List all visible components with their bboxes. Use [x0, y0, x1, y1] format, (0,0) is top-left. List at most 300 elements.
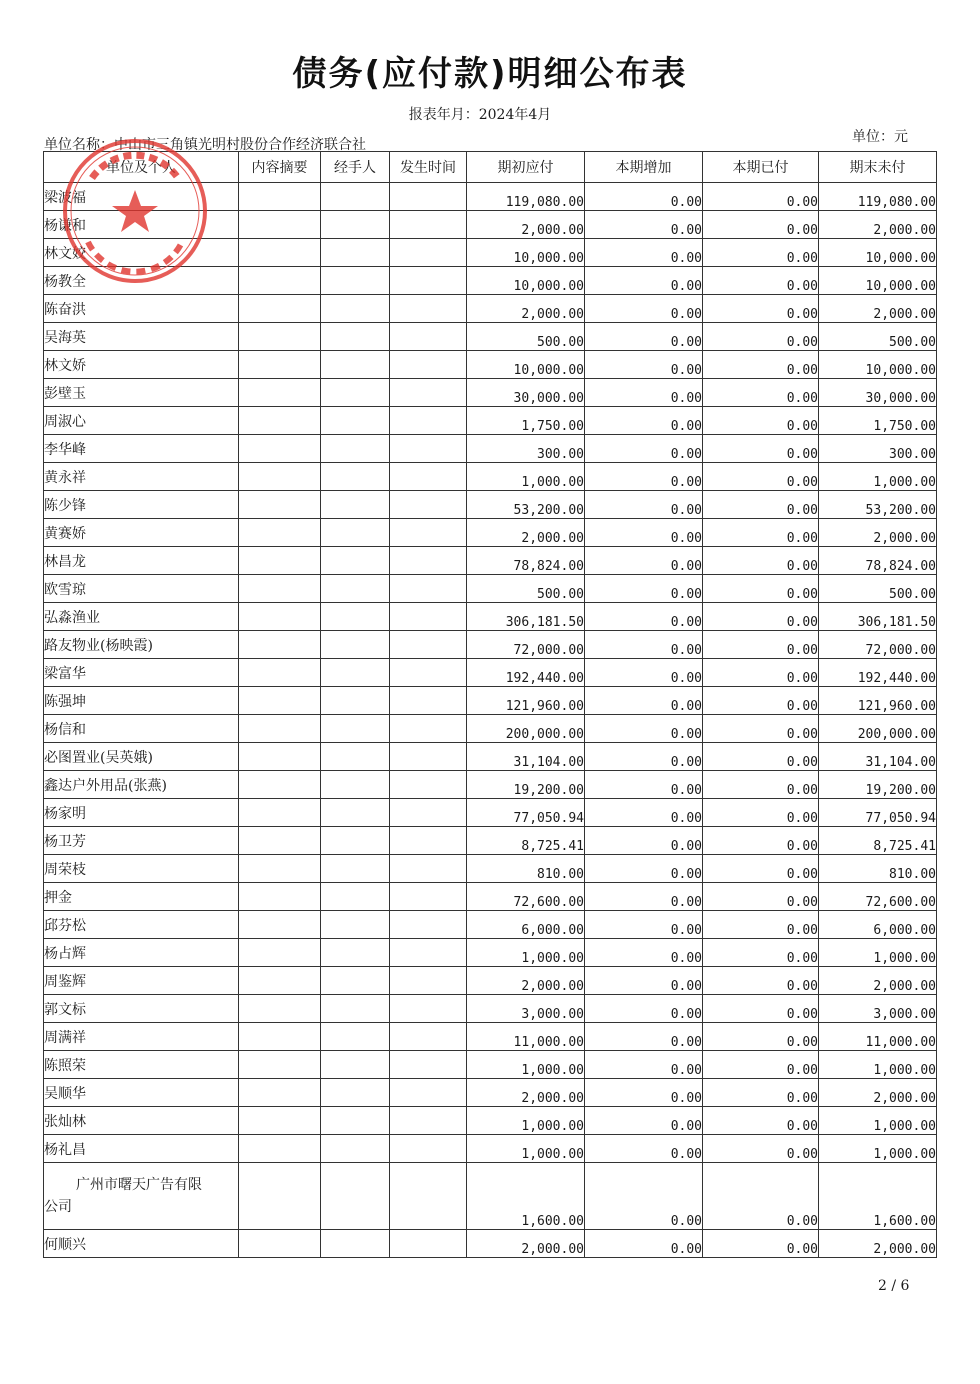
party-name: 押金: [44, 883, 239, 911]
summary-cell: [239, 183, 321, 211]
closing-cell: 3,000.00: [819, 995, 937, 1023]
report-period: 报表年月：2024年4月: [408, 107, 552, 123]
increase-cell: 0.00: [585, 659, 703, 687]
party-name: 陈照荣: [44, 1051, 239, 1079]
table-row: [44, 687, 937, 715]
summary-cell: [239, 687, 321, 715]
party-name: 杨教全: [44, 267, 239, 295]
summary-cell: [239, 715, 321, 743]
table-row: [44, 855, 937, 883]
table-row: [44, 211, 937, 239]
party-name: 林文娇: [44, 351, 239, 379]
paid-cell: 0.00: [703, 491, 819, 519]
date-cell: [390, 995, 467, 1023]
closing-cell: 2,000.00: [819, 295, 937, 323]
date-cell: [390, 855, 467, 883]
increase-cell: 0.00: [585, 407, 703, 435]
closing-cell: 119,080.00: [819, 183, 937, 211]
increase-cell: 0.00: [585, 827, 703, 855]
opening-cell: 11,000.00: [467, 1023, 585, 1051]
summary-cell: [239, 491, 321, 519]
opening-cell: 500.00: [467, 575, 585, 603]
handler-cell: [321, 883, 390, 911]
party-name-line2: 公司: [44, 1199, 72, 1215]
closing-cell: 2,000.00: [819, 1079, 937, 1107]
date-cell: [390, 827, 467, 855]
handler-cell: [321, 239, 390, 267]
party-name: 杨谦和: [44, 211, 239, 239]
paid-cell: 0.00: [703, 631, 819, 659]
increase-cell: 0.00: [585, 995, 703, 1023]
party-name: 黄永祥: [44, 463, 239, 491]
date-cell: [390, 351, 467, 379]
table-row: [44, 1107, 937, 1135]
paid-cell: 0.00: [703, 603, 819, 631]
handler-cell: [321, 1135, 390, 1163]
paid-cell: 0.00: [703, 547, 819, 575]
date-cell: [390, 463, 467, 491]
closing-cell: 2,000.00: [819, 519, 937, 547]
summary-cell: [239, 967, 321, 995]
party-name: 周淑心: [44, 407, 239, 435]
handler-cell: [321, 407, 390, 435]
party-name: 周鉴辉: [44, 967, 239, 995]
party-name: 杨家明: [44, 799, 239, 827]
table-row: [44, 1023, 937, 1051]
table-row: [44, 323, 937, 351]
paid-cell: 0.00: [703, 799, 819, 827]
page-title: 债务(应付款)明细公布表: [292, 54, 688, 94]
opening-cell: 1,750.00: [467, 407, 585, 435]
table-row: [44, 799, 937, 827]
increase-cell: 0.00: [585, 1023, 703, 1051]
summary-cell: [239, 743, 321, 771]
header-handler: 经手人: [321, 152, 390, 183]
table-row: [44, 995, 937, 1023]
table-row: [44, 743, 937, 771]
paid-cell: 0.00: [703, 1163, 819, 1230]
paid-cell: 0.00: [703, 883, 819, 911]
date-cell: [390, 1107, 467, 1135]
increase-cell: 0.00: [585, 1163, 703, 1230]
party-name: 周荣枝: [44, 855, 239, 883]
date-cell: [390, 435, 467, 463]
date-cell: [390, 883, 467, 911]
table-row: [44, 715, 937, 743]
opening-cell: 10,000.00: [467, 351, 585, 379]
summary-cell: [239, 211, 321, 239]
paid-cell: 0.00: [703, 239, 819, 267]
party-name: 何顺兴: [44, 1230, 239, 1258]
summary-cell: [239, 771, 321, 799]
date-cell: [390, 687, 467, 715]
handler-cell: [321, 827, 390, 855]
date-cell: [390, 379, 467, 407]
summary-cell: [239, 603, 321, 631]
opening-cell: 1,000.00: [467, 1135, 585, 1163]
opening-cell: 19,200.00: [467, 771, 585, 799]
unit-name-value: 中山市三角镇光明村股份合作经济联合社: [114, 137, 366, 153]
date-cell: [390, 1079, 467, 1107]
paid-cell: 0.00: [703, 351, 819, 379]
paid-cell: 0.00: [703, 939, 819, 967]
increase-cell: 0.00: [585, 379, 703, 407]
opening-cell: 121,960.00: [467, 687, 585, 715]
paid-cell: 0.00: [703, 1023, 819, 1051]
increase-cell: 0.00: [585, 883, 703, 911]
party-name: 周满祥: [44, 1023, 239, 1051]
table-row: [44, 1163, 937, 1230]
handler-cell: [321, 631, 390, 659]
handler-cell: [321, 183, 390, 211]
opening-cell: 78,824.00: [467, 547, 585, 575]
summary-cell: [239, 659, 321, 687]
opening-cell: 500.00: [467, 323, 585, 351]
table-row: [44, 1230, 937, 1258]
summary-cell: [239, 855, 321, 883]
table-row: [44, 267, 937, 295]
summary-cell: [239, 575, 321, 603]
table-row: [44, 351, 937, 379]
party-name: 吴海英: [44, 323, 239, 351]
paid-cell: 0.00: [703, 267, 819, 295]
table-row: [44, 911, 937, 939]
paid-cell: 0.00: [703, 1079, 819, 1107]
party-name: 陈奋洪: [44, 295, 239, 323]
handler-cell: [321, 603, 390, 631]
paid-cell: 0.00: [703, 575, 819, 603]
date-cell: [390, 1023, 467, 1051]
handler-cell: [321, 1023, 390, 1051]
increase-cell: 0.00: [585, 911, 703, 939]
table-row: [44, 1135, 937, 1163]
opening-cell: 300.00: [467, 435, 585, 463]
opening-cell: 10,000.00: [467, 267, 585, 295]
increase-cell: 0.00: [585, 855, 703, 883]
paid-cell: 0.00: [703, 687, 819, 715]
handler-cell: [321, 435, 390, 463]
increase-cell: 0.00: [585, 687, 703, 715]
date-cell: [390, 715, 467, 743]
opening-cell: 192,440.00: [467, 659, 585, 687]
summary-cell: [239, 1135, 321, 1163]
party-name: 吴顺华: [44, 1079, 239, 1107]
handler-cell: [321, 995, 390, 1023]
party-name: 陈强坤: [44, 687, 239, 715]
closing-cell: 810.00: [819, 855, 937, 883]
handler-cell: [321, 687, 390, 715]
page-number: 2 / 6: [878, 1278, 910, 1294]
date-cell: [390, 239, 467, 267]
closing-cell: 77,050.94: [819, 799, 937, 827]
opening-cell: 200,000.00: [467, 715, 585, 743]
party-name: 林昌龙: [44, 547, 239, 575]
opening-cell: 2,000.00: [467, 1230, 585, 1258]
table-row: [44, 603, 937, 631]
closing-cell: 2,000.00: [819, 1230, 937, 1258]
table-row: [44, 967, 937, 995]
paid-cell: 0.00: [703, 211, 819, 239]
closing-cell: 31,104.00: [819, 743, 937, 771]
opening-cell: 810.00: [467, 855, 585, 883]
increase-cell: 0.00: [585, 211, 703, 239]
party-name: 李华峰: [44, 435, 239, 463]
closing-cell: 1,750.00: [819, 407, 937, 435]
summary-cell: [239, 519, 321, 547]
party-name: 邱芬松: [44, 911, 239, 939]
increase-cell: 0.00: [585, 519, 703, 547]
paid-cell: 0.00: [703, 463, 819, 491]
opening-cell: 53,200.00: [467, 491, 585, 519]
date-cell: [390, 519, 467, 547]
unit-name-label: 单位名称：: [44, 137, 114, 153]
closing-cell: 1,000.00: [819, 1135, 937, 1163]
closing-cell: 1,000.00: [819, 1107, 937, 1135]
closing-cell: 10,000.00: [819, 267, 937, 295]
table-row: [44, 1051, 937, 1079]
date-cell: [390, 1051, 467, 1079]
opening-cell: 306,181.50: [467, 603, 585, 631]
closing-cell: 30,000.00: [819, 379, 937, 407]
table-row: [44, 575, 937, 603]
increase-cell: 0.00: [585, 239, 703, 267]
summary-cell: [239, 295, 321, 323]
handler-cell: [321, 351, 390, 379]
handler-cell: [321, 799, 390, 827]
table-row: [44, 239, 937, 267]
handler-cell: [321, 1107, 390, 1135]
opening-cell: 1,600.00: [467, 1163, 585, 1230]
handler-cell: [321, 743, 390, 771]
closing-cell: 1,000.00: [819, 1051, 937, 1079]
header-opening: 期初应付: [467, 152, 585, 183]
table-row: [44, 631, 937, 659]
increase-cell: 0.00: [585, 1051, 703, 1079]
paid-cell: 0.00: [703, 855, 819, 883]
party-name: 郭文标: [44, 995, 239, 1023]
paid-cell: 0.00: [703, 1230, 819, 1258]
date-cell: [390, 911, 467, 939]
header-date: 发生时间: [390, 152, 467, 183]
opening-cell: 31,104.00: [467, 743, 585, 771]
closing-cell: 10,000.00: [819, 351, 937, 379]
party-name: 梁富华: [44, 659, 239, 687]
party-name: 弘淼渔业: [44, 603, 239, 631]
summary-cell: [239, 1107, 321, 1135]
opening-cell: 2,000.00: [467, 1079, 585, 1107]
summary-cell: [239, 1163, 321, 1230]
date-cell: [390, 1230, 467, 1258]
increase-cell: 0.00: [585, 1079, 703, 1107]
table-row: [44, 519, 937, 547]
handler-cell: [321, 1230, 390, 1258]
handler-cell: [321, 967, 390, 995]
table-row: [44, 295, 937, 323]
date-cell: [390, 575, 467, 603]
summary-cell: [239, 239, 321, 267]
payables-table: [43, 151, 937, 1258]
table-row: [44, 463, 937, 491]
summary-cell: [239, 631, 321, 659]
handler-cell: [321, 911, 390, 939]
paid-cell: 0.00: [703, 295, 819, 323]
paid-cell: 0.00: [703, 183, 819, 211]
closing-cell: 2,000.00: [819, 211, 937, 239]
increase-cell: 0.00: [585, 547, 703, 575]
date-cell: [390, 295, 467, 323]
closing-cell: 306,181.50: [819, 603, 937, 631]
summary-cell: [239, 435, 321, 463]
date-cell: [390, 939, 467, 967]
paid-cell: 0.00: [703, 995, 819, 1023]
increase-cell: 0.00: [585, 715, 703, 743]
date-cell: [390, 211, 467, 239]
paid-cell: 0.00: [703, 827, 819, 855]
paid-cell: 0.00: [703, 435, 819, 463]
table-row: [44, 379, 937, 407]
summary-cell: [239, 995, 321, 1023]
summary-cell: [239, 1051, 321, 1079]
date-cell: [390, 1135, 467, 1163]
closing-cell: 1,000.00: [819, 939, 937, 967]
summary-cell: [239, 267, 321, 295]
opening-cell: 2,000.00: [467, 295, 585, 323]
party-name: 陈少锋: [44, 491, 239, 519]
summary-cell: [239, 547, 321, 575]
handler-cell: [321, 1079, 390, 1107]
closing-cell: 2,000.00: [819, 967, 937, 995]
opening-cell: 1,000.00: [467, 1051, 585, 1079]
increase-cell: 0.00: [585, 603, 703, 631]
date-cell: [390, 547, 467, 575]
closing-cell: 500.00: [819, 575, 937, 603]
header-closing: 期末未付: [819, 152, 937, 183]
paid-cell: 0.00: [703, 771, 819, 799]
table-row: [44, 183, 937, 211]
increase-cell: 0.00: [585, 967, 703, 995]
increase-cell: 0.00: [585, 183, 703, 211]
opening-cell: 77,050.94: [467, 799, 585, 827]
summary-cell: [239, 323, 321, 351]
handler-cell: [321, 295, 390, 323]
date-cell: [390, 603, 467, 631]
header-increase: 本期增加: [585, 152, 703, 183]
party-name: 杨信和: [44, 715, 239, 743]
party-name: 鑫达户外用品(张燕): [44, 771, 239, 799]
handler-cell: [321, 1163, 390, 1230]
summary-cell: [239, 883, 321, 911]
opening-cell: 2,000.00: [467, 211, 585, 239]
table-row: [44, 659, 937, 687]
increase-cell: 0.00: [585, 1230, 703, 1258]
party-name: 黄赛娇: [44, 519, 239, 547]
increase-cell: 0.00: [585, 939, 703, 967]
paid-cell: 0.00: [703, 1107, 819, 1135]
party-name: [44, 1163, 239, 1230]
closing-cell: 8,725.41: [819, 827, 937, 855]
closing-cell: 1,600.00: [819, 1163, 937, 1230]
party-name: 杨占辉: [44, 939, 239, 967]
header-paid: 本期已付: [703, 152, 819, 183]
increase-cell: 0.00: [585, 295, 703, 323]
paid-cell: 0.00: [703, 323, 819, 351]
party-name: 彭壁玉: [44, 379, 239, 407]
table-row: [44, 435, 937, 463]
closing-cell: 1,000.00: [819, 463, 937, 491]
paid-cell: 0.00: [703, 1135, 819, 1163]
paid-cell: 0.00: [703, 1051, 819, 1079]
opening-cell: 119,080.00: [467, 183, 585, 211]
increase-cell: 0.00: [585, 491, 703, 519]
header-summary: 内容摘要: [239, 152, 321, 183]
opening-cell: 1,000.00: [467, 939, 585, 967]
table-header-row: [44, 152, 937, 183]
summary-cell: [239, 827, 321, 855]
increase-cell: 0.00: [585, 323, 703, 351]
date-cell: [390, 407, 467, 435]
table-row: [44, 407, 937, 435]
handler-cell: [321, 491, 390, 519]
increase-cell: 0.00: [585, 435, 703, 463]
summary-cell: [239, 911, 321, 939]
summary-cell: [239, 1079, 321, 1107]
summary-cell: [239, 1023, 321, 1051]
increase-cell: 0.00: [585, 575, 703, 603]
increase-cell: 0.00: [585, 743, 703, 771]
handler-cell: [321, 463, 390, 491]
closing-cell: 53,200.00: [819, 491, 937, 519]
handler-cell: [321, 547, 390, 575]
date-cell: [390, 771, 467, 799]
paid-cell: 0.00: [703, 407, 819, 435]
closing-cell: 72,600.00: [819, 883, 937, 911]
table-row: [44, 939, 937, 967]
summary-cell: [239, 463, 321, 491]
opening-cell: 10,000.00: [467, 239, 585, 267]
date-cell: [390, 323, 467, 351]
closing-cell: 78,824.00: [819, 547, 937, 575]
currency-unit: 单位：元: [852, 129, 908, 145]
opening-cell: 2,000.00: [467, 967, 585, 995]
date-cell: [390, 743, 467, 771]
party-name: 欧雪琼: [44, 575, 239, 603]
table-row: [44, 771, 937, 799]
date-cell: [390, 183, 467, 211]
opening-cell: 30,000.00: [467, 379, 585, 407]
opening-cell: 8,725.41: [467, 827, 585, 855]
opening-cell: 2,000.00: [467, 519, 585, 547]
increase-cell: 0.00: [585, 267, 703, 295]
closing-cell: 300.00: [819, 435, 937, 463]
paid-cell: 0.00: [703, 715, 819, 743]
handler-cell: [321, 267, 390, 295]
table-row: [44, 883, 937, 911]
paid-cell: 0.00: [703, 743, 819, 771]
summary-cell: [239, 379, 321, 407]
party-name: 必图置业(吴英娥): [44, 743, 239, 771]
handler-cell: [321, 211, 390, 239]
opening-cell: 72,600.00: [467, 883, 585, 911]
summary-cell: [239, 407, 321, 435]
table-row: [44, 1079, 937, 1107]
closing-cell: 500.00: [819, 323, 937, 351]
handler-cell: [321, 519, 390, 547]
party-name: 林文姣: [44, 239, 239, 267]
increase-cell: 0.00: [585, 799, 703, 827]
party-name: 路友物业(杨映霞): [44, 631, 239, 659]
date-cell: [390, 1163, 467, 1230]
opening-cell: 1,000.00: [467, 1107, 585, 1135]
